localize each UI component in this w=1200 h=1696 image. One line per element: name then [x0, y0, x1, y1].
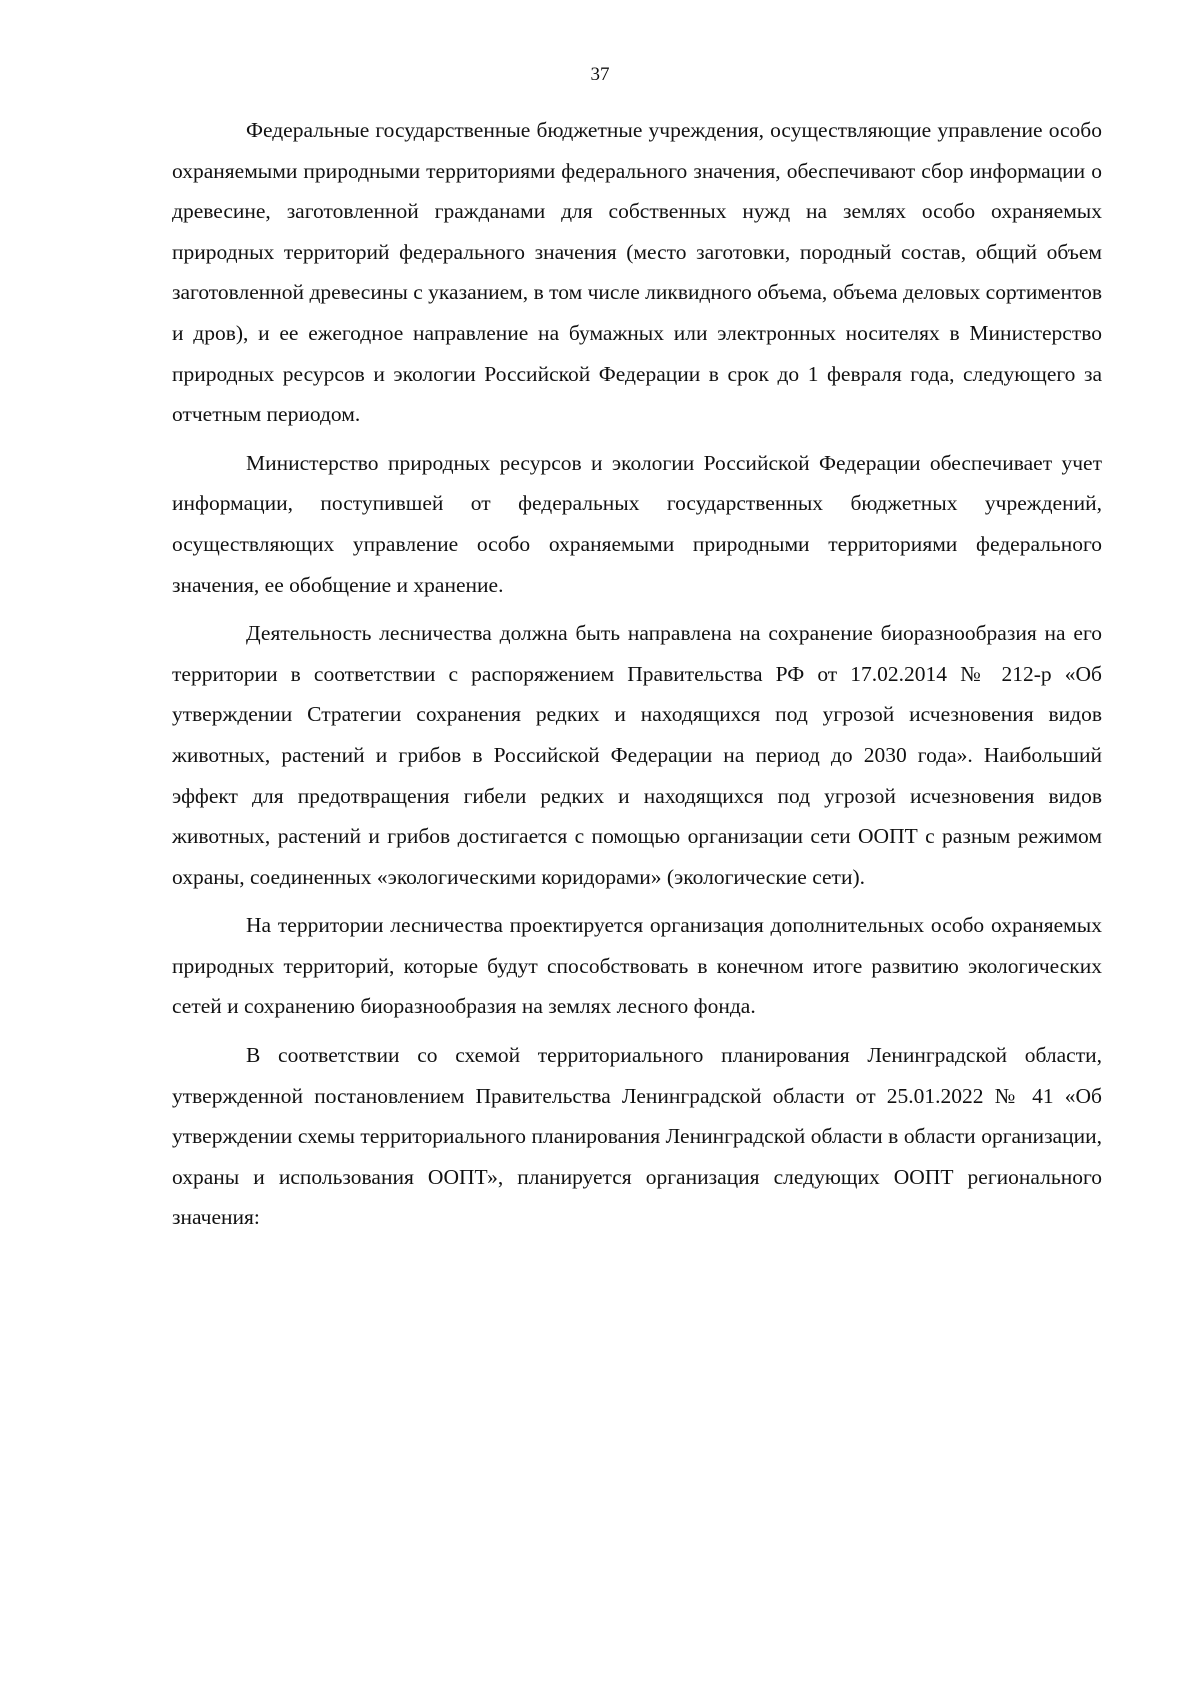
page-number: 37 [590, 64, 610, 85]
paragraph-2: Министерство природных ресурсов и экологии Российской Федерации обеспечивает учет информации, поступившей от федеральных государственных бюджетных учреждений, осуществляющих управление особо охраняемыми природными территориями федерального значения, ее обобщение и хранение. [172, 450, 1102, 597]
paragraph-5: В соответствии со схемой территориального планирования Ленинградской области, утвержденной постановлением Правительства Ленинградской области от 25.01.2022 № 41 «Об утверждении схемы территориального планирования Ленинградской области в области организации, охраны и использования ООПТ», планируется организация следующих ООПТ регионального значения: [172, 1043, 1102, 1230]
paragraph-4: На территории лесничества проектируется организация дополнительных особо охраняемых природных территорий, которые будут способствовать в конечном итоге развитию экологических сетей и сохранению биоразнообразия на землях лесного фонда. [172, 913, 1102, 1019]
body-text [172, 110, 1102, 1238]
paragraph-1: Федеральные государственные бюджетные учреждения, осуществляющие управление особо охраняемыми природными территориями федерального значения, обеспечивают сбор информации о древесине, заготовленной гражданами для собственных нужд на землях особо охраняемых природных территорий федерального значения (место заготовки, породный состав, общий объем заготовленной древесины с указанием, в том числе ликвидного объема, объема деловых сортиментов и дров), и ее ежегодное направление на бумажных или электронных носителях в Министерство природных ресурсов и экологии Российской Федерации в срок до 1 февраля года, следующего за отчетным периодом. [172, 118, 1102, 427]
paragraph-3: Деятельность лесничества должна быть направлена на сохранение биоразнообразия на его территории в соответствии с распоряжением Правительства РФ от 17.02.2014 № 212-р «Об утверждении Стратегии сохранения редких и находящихся под угрозой исчезновения видов животных, растений и грибов в Российской Федерации на период до 2030 года». Наибольший эффект для предотвращения гибели редких и находящихся под угрозой исчезновения видов животных, растений и грибов достигается с помощью организации сети ООПТ с разным режимом охраны, соединенных «экологическими коридорами» (экологические сети). [172, 621, 1102, 889]
